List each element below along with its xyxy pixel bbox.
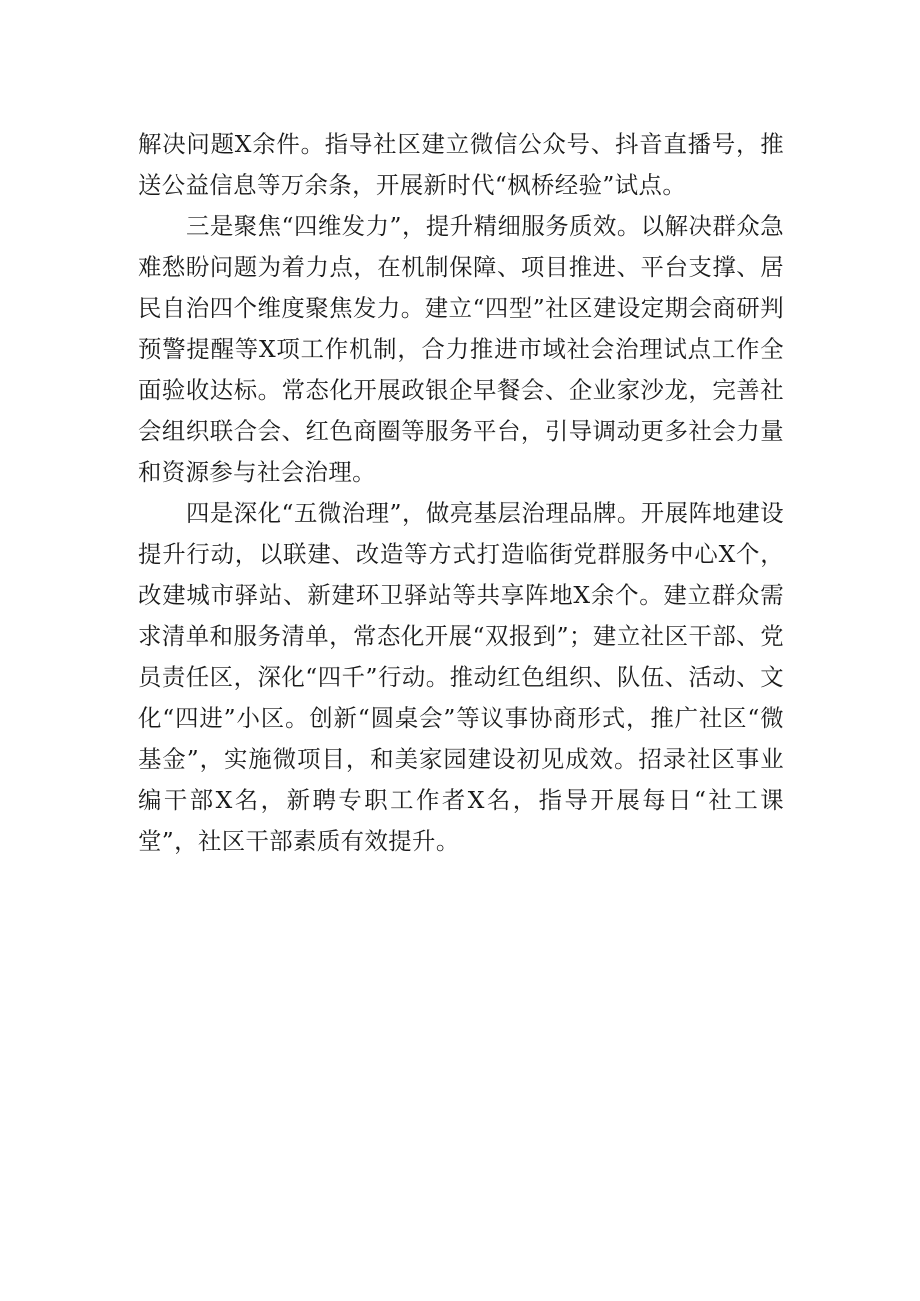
document-page: [138, 124, 784, 862]
paragraph-point-four: 四是深化“五微治理”，做亮基层治理品牌。开展阵地建设提升行动，以联建、改造等方式打造临街党群服务中心X个，改建城市驿站、新建环卫驿站等共享阵地X余个。建立群众需求清单和服务清单，常态化开展“双报到”；建立社区干部、党员责任区，深化“四千”行动。推动红色组织、队伍、活动、文化“四进”小区。创新“圆桌会”等议事协商形式，推广社区“微基金”，实施微项目，和美家园建设初见成效。招录社区事业编干部X名，新聘专职工作者X名，指导开展每日“社工课堂”，社区干部素质有效提升。: [138, 499, 784, 855]
paragraph-point-three: 三是聚焦“四维发力”，提升精细服务质效。以解决群众急难愁盼问题为着力点，在机制保障、项目推进、平台支撑、居民自治四个维度聚焦发力。建立“四型”社区建设定期会商研判预警提醒等X项工作机制，合力推进市域社会治理试点工作全面验收达标。常态化开展政银企早餐会、企业家沙龙，完善社会组织联合会、红色商圈等服务平台，引导调动更多社会力量和资源参与社会治理。: [138, 212, 784, 486]
paragraph-continuation: 解决问题X余件。指导社区建立微信公众号、抖音直播号，推送公益信息等万余条，开展新时代“枫桥经验”试点。: [138, 130, 784, 199]
